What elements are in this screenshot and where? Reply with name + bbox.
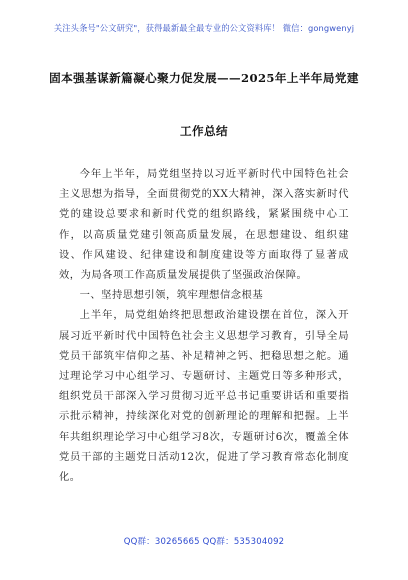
paragraph-intro: 今年上半年，局党组坚持以习近平新时代中国特色社会主义思想为指导，全面贯彻党的XX大精神，深入落实新时代党的建设总要求和新时代党的组织路线，紧紧围绕中心工作，以高质量党建引领高质量发展，在思想建设、组织建设、作风建设、纪律建设和制度建设等方面取得了显著成效，为局各项工作高质量发展提供了坚强政治保障。 (59, 168, 349, 282)
section-heading-1: 一、坚持思想引领，筑牢理想信念根基 (79, 289, 264, 302)
document-title: 固本强基谋新篇凝心聚力促发展——2025年上半年局党建 (49, 71, 359, 85)
document-subtitle: 工作总结 (180, 124, 228, 138)
promo-banner: 关注头条号"公文研究"，获得最新最全最专业的公文资料库！ 微信：gongwenyj (53, 23, 355, 33)
document-body (59, 164, 349, 487)
footer-contact: QQ群：30265665 QQ群：535304092 (123, 537, 285, 547)
paragraph-section-1: 上半年，局党组始终把思想政治建设摆在首位，深入开展习近平新时代中国特色社会主义思想学习教育，引导全局党员干部筑牢信仰之基、补足精神之钙、把稳思想之舵。通过理论学习中心组学习、专题研讨、主题党日等多种形式，组织党员干部深入学习贯彻习近平总书记重要讲话和重要指示批示精神，持续深化对党的创新理论的理解和把握。上半年共组织理论学习中心组学习8次，专题研讨6次，覆盖全体党员干部的主题党日活动12次，促进了学习教育常态化制度化。 (59, 309, 349, 484)
